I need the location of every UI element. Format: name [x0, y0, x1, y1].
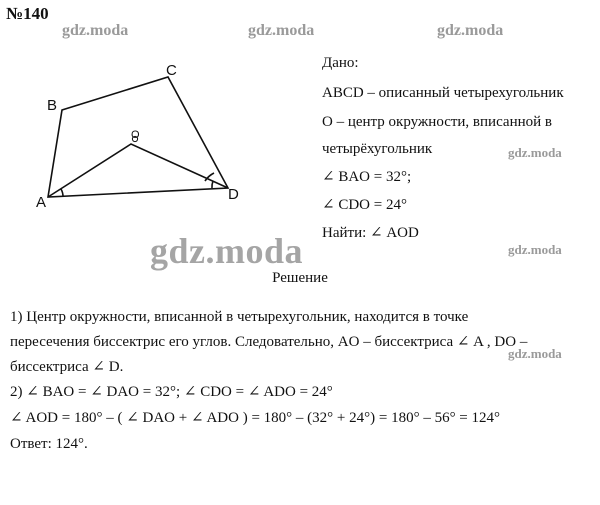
given-angle-bao: ∠ BAO = 32°; [322, 169, 412, 185]
solution-line: ∠ AOD = 180° – ( ∠ DAO + ∠ ADO ) = 180° – (32° + 24°) = 180° – 56° = 124° [10, 410, 501, 426]
given-angle-cdo: ∠ CDO = 24° [322, 197, 407, 213]
solution-line: пересечения биссектрис его углов. Следовательно, AO – биссектриса ∠ A , DO – [10, 334, 528, 350]
watermark: gdz.moda [62, 22, 129, 39]
vertex-label-b: B [47, 97, 58, 114]
answer-line: Ответ: 124°. [10, 436, 88, 452]
angle-arc-d-1 [212, 181, 213, 188]
find-line: Найти: ∠ AOD [322, 225, 419, 241]
vertex-label-a: A [36, 194, 47, 211]
watermark: gdz.moda [508, 346, 562, 361]
solution-line: биссектриса ∠ D. [10, 359, 124, 375]
vertex-label-c: C [166, 62, 177, 79]
given-line: четырёхугольник [322, 141, 433, 157]
solution-line: 1) Центр окружности, вписанной в четырехугольник, находится в точке [10, 309, 469, 325]
solution-line: 2) ∠ BAO = ∠ DAO = 32°; ∠ CDO = ∠ ADO = 24° [10, 384, 333, 400]
vertex-label-o: O [131, 129, 140, 141]
vertex-label-d: D [228, 186, 239, 203]
watermark: gdz.moda [437, 22, 504, 39]
watermark: gdz.moda [508, 242, 562, 257]
problem-number: №140 [6, 4, 49, 23]
given-line: O – центр окружности, вписанной в [322, 114, 552, 130]
watermark-big: gdz.moda [150, 231, 304, 271]
watermark: gdz.moda [248, 22, 315, 39]
given-line: ABCD – описанный четырехугольник [322, 85, 564, 101]
given-heading: Дано: [322, 55, 359, 71]
watermark: gdz.moda [508, 145, 562, 160]
solution-heading: Решение [272, 270, 328, 286]
